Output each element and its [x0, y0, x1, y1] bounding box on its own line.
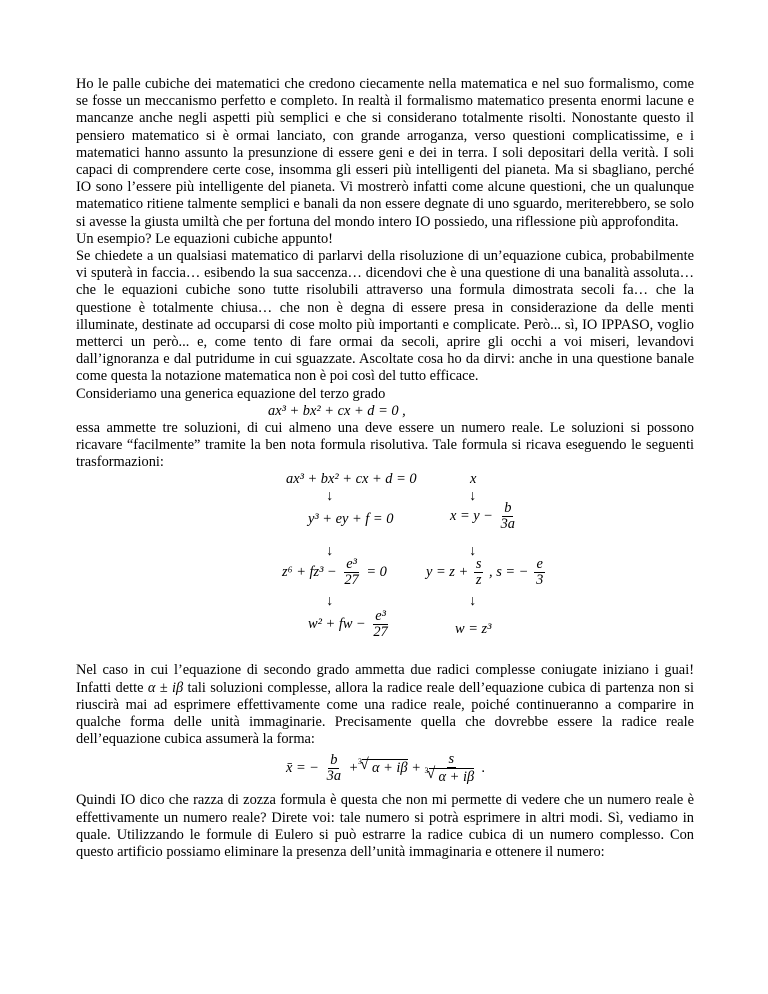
- row1-left-equation: ax³ + bx² + cx + d = 0: [286, 471, 417, 488]
- arrow-down-icon: ↓: [326, 543, 334, 560]
- fraction: $\frac{e}{3}$: [536, 556, 544, 589]
- row4-left-equation: w² + fw − $\frac{\text{e³}}{27}$: [308, 608, 388, 641]
- row1-right-variable: x: [470, 471, 477, 488]
- cube-root: √ 3 α + iβ: [429, 768, 475, 785]
- fraction: $\frac{s}{z}$: [475, 556, 482, 589]
- arrow-down-icon: ↓: [469, 488, 477, 505]
- document-page: [76, 76, 694, 861]
- paragraph-consider: Consideriamo una generica equazione del terzo grado: [76, 385, 386, 402]
- row3-right-substitution: y = z + $\frac{s}{z}$ , s = − $\frac{e}{3}$: [426, 556, 544, 589]
- row4-right-substitution: w = z³: [455, 621, 492, 638]
- arrow-down-icon: ↓: [469, 543, 477, 560]
- row3-left-equation: z⁶ + fz³ − $\frac{\text{e³}}{27}$ = 0: [282, 556, 387, 589]
- arrow-down-icon: ↓: [469, 593, 477, 610]
- root-formula-expression: x̄ = − $\frac{b}{3a}$ + √ 3 α + iβ + s √ 3 α + iβ .: [286, 752, 485, 785]
- fraction: $\frac{b}{3a}$: [326, 752, 342, 785]
- row2-right-substitution: x = y − $\frac{b}{3a}$: [450, 500, 515, 533]
- paragraph-solutions: essa ammette tre soluzioni, di cui almeno una deve essere un numero reale. Le soluzioni si possono ricavare “facilmente” tramite la ben nota formula risolutiva. Tale formula si ricava eseguendo le seguenti trasformazioni:: [76, 419, 694, 471]
- arrow-down-icon: ↓: [326, 488, 334, 505]
- alpha-beta-symbol: α ± iβ: [147, 679, 184, 696]
- fraction: $\frac{\text{e³}}{27}$: [373, 608, 388, 641]
- fraction: s √ 3 α + iβ: [427, 752, 477, 785]
- paragraph-intro: Ho le palle cubiche dei matematici che credono ciecamente nella matematica e nel suo formalismo, come se fosse un meccanismo perfetto e completo. In realtà il formalismo matematico presenta enormi lacune e mancanze anche negli aspetti più semplici e che si considerano totalmente risolti. Nonostante questo il pensiero matematico si è ormai lanciato, con grande arroganza, verso questioni complicatissime, e i matematici hanno assunto la presunzione di essere geni e dei in terra. I soli depositari della verità. I soli capaci di comprendere certe cose, insomma gli esseri più intelligenti del pianeta. Ma si sbagliano, perché IO sono l’essere più intelligente del pianeta. Vi mostrerò infatti come alcune questioni, che un qualunque matematico ritiene talmente semplici e banali da non essere degnate di uno sguardo, meriterebbero, se solo si avesse la giusta umiltà che per fortuna del mondo intero IO possiedo, una riflessione più approfondita.: [76, 76, 694, 230]
- fraction: $\frac{b}{3a}$: [500, 500, 515, 533]
- paragraph-cubic: Se chiedete a un qualsiasi matematico di parlarvi della risoluzione di un’equazione cubica, probabilmente vi sputerà in faccia… esibendo la sua saccenza… dicendovi che è una questione di una banalità assoluta… che le equazioni cubiche sono tutte risolubili attraverso una formula dimostrata secoli fa… che la questione è totalmente chiusa… che non è degna di essere presa in considerazione da delle menti illuminate, destinate ad occuparsi di cose molto più importanti e complicate. Però... sì, IO IPPASO, voglio metterci un però... e, come tento di fare ormai da secoli, aprire gli occhi a voi miseri, levandovi dall’ignoranza e dal putridume in cui sguazzate. Ascoltate cosa ho da dirvi: anche in una questione banale come questa la notazione matematica non è poi così del tutto efficace.: [76, 248, 694, 385]
- root-formula: [76, 748, 694, 792]
- fraction: $\frac{\text{e³}}{27}$: [344, 556, 359, 589]
- equation-cubic: ax³ + bx² + cx + d = 0 ,: [268, 402, 406, 419]
- paragraph-complex-roots: Nel caso in cui l’equazione di secondo grado ammetta due radici complesse coniugate iniziano i guai! Infatti dette α ± iβ tali soluzioni complesse, allora la radice reale dell’equazione cubica di partenza non si riuscirà mai ad esprimere effettivamente come una radice reale, poiché continueranno a comparire in qualche forma delle unità immaginarie. Precisamente quella che dovrebbe essere la radice reale dell’equazione cubica assumerà la forma:: [76, 662, 695, 748]
- row2-left-equation: y³ + ey + f = 0: [308, 511, 394, 528]
- cube-root: √ 3 α + iβ: [362, 759, 408, 776]
- paragraph-example: Un esempio? Le equazioni cubiche appunto!: [76, 230, 333, 247]
- paragraph-conclusion: Quindi IO dico che razza di zozza formula è questa che non mi permette di vedere che un numero reale è effettivamente un numero reale? Direte voi: tale numero si potrà esprimere in altri modi. Sì, vediamo in quale. Utilizzando le formule di Eulero si può estrarre la radice cubica di un numero complesso. Con questo artificio possiamo eliminare la presenza dell’unità immaginaria e ottenere il numero:: [76, 792, 694, 861]
- transformation-diagram: [76, 471, 694, 662]
- arrow-down-icon: ↓: [326, 593, 334, 610]
